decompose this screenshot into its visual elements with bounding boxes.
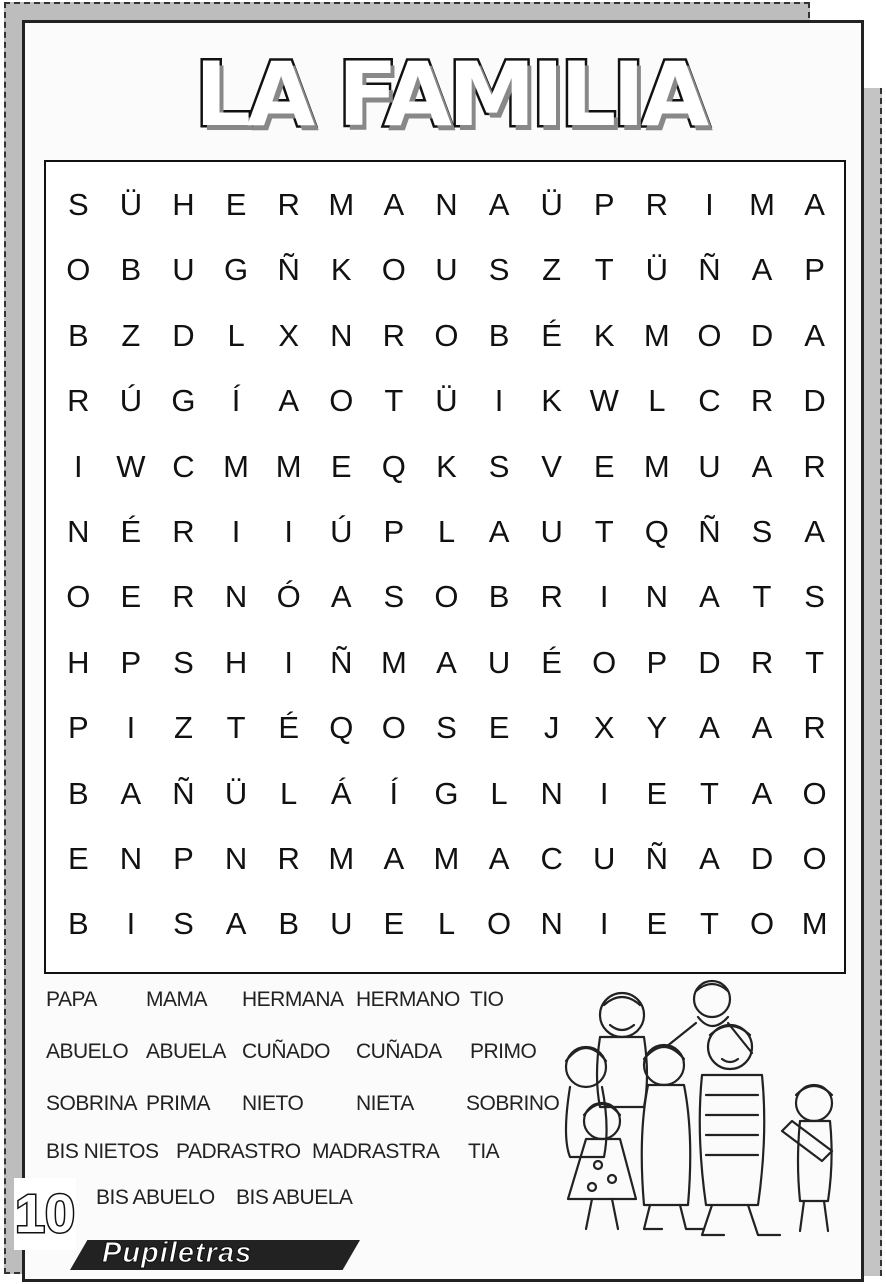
grid-letter[interactable]: U bbox=[698, 448, 721, 484]
grid-letter[interactable]: N bbox=[540, 775, 563, 811]
grid-letter[interactable]: A bbox=[488, 840, 510, 876]
grid-letter[interactable]: A bbox=[383, 187, 405, 222]
grid-letter[interactable]: A bbox=[488, 513, 510, 549]
word-list-item: NIETA bbox=[356, 1092, 414, 1115]
grid-letter[interactable]: T bbox=[384, 383, 404, 419]
grid-letter[interactable]: T bbox=[805, 644, 825, 680]
grid-letter[interactable]: K bbox=[436, 448, 457, 484]
grid-letter[interactable]: Ñ bbox=[172, 775, 195, 811]
grid-letter[interactable]: V bbox=[541, 448, 562, 484]
grid-letter[interactable]: Ñ bbox=[698, 513, 721, 549]
grid-letter[interactable]: T bbox=[594, 513, 614, 549]
grid-letter[interactable]: I bbox=[284, 644, 293, 680]
grid-letter[interactable]: G bbox=[434, 775, 459, 811]
grid-letter[interactable]: Ñ bbox=[645, 840, 669, 876]
grid-letter[interactable]: B bbox=[67, 317, 89, 353]
grid-letter[interactable]: P bbox=[67, 710, 89, 746]
grid-letter[interactable]: S bbox=[488, 448, 510, 484]
grid-letter[interactable]: R bbox=[803, 710, 826, 746]
grid-letter[interactable]: Ú bbox=[119, 383, 143, 419]
grid-letter[interactable]: I bbox=[705, 187, 714, 222]
grid-letter[interactable]: R bbox=[645, 187, 669, 222]
grid-letter[interactable]: N bbox=[540, 906, 563, 942]
grid-letter[interactable]: P bbox=[646, 644, 668, 680]
grid-letter[interactable]: K bbox=[541, 383, 562, 419]
word-list-item: HERMANO bbox=[356, 988, 460, 1011]
grid-letter[interactable]: M bbox=[801, 906, 828, 942]
grid-letter[interactable]: A bbox=[751, 775, 773, 811]
grid-letter[interactable]: O bbox=[66, 252, 91, 288]
grid-letter[interactable]: Í bbox=[389, 775, 399, 811]
grid-letter[interactable]: X bbox=[593, 710, 615, 746]
word-list-item: CUÑADA bbox=[356, 1040, 442, 1063]
grid-letter[interactable]: D bbox=[698, 644, 721, 680]
grid-letter[interactable]: E bbox=[330, 448, 352, 484]
grid-letter[interactable]: M bbox=[643, 317, 670, 353]
grid-letter[interactable]: Ñ bbox=[698, 252, 721, 288]
grid-letter[interactable]: O bbox=[802, 775, 827, 811]
grid-letter[interactable]: R bbox=[750, 644, 774, 680]
grid-letter[interactable]: E bbox=[225, 187, 247, 222]
grid-letter[interactable]: H bbox=[224, 644, 248, 680]
grid-letter[interactable]: O bbox=[592, 644, 617, 680]
grid-letter[interactable]: E bbox=[488, 710, 510, 746]
grid-letter[interactable]: A bbox=[225, 906, 247, 942]
grid-letter[interactable]: A bbox=[436, 644, 457, 680]
grid-letter[interactable]: Ü bbox=[435, 383, 458, 419]
word-list-item: MADRASTRA bbox=[312, 1140, 440, 1163]
word-list-item: ABUELO bbox=[46, 1040, 129, 1063]
grid-letter[interactable]: A bbox=[751, 448, 773, 484]
grid-letter[interactable]: B bbox=[120, 252, 142, 288]
grid-letter[interactable]: T bbox=[226, 710, 246, 746]
grid-letter[interactable]: O bbox=[381, 710, 406, 746]
grid-letter[interactable]: T bbox=[699, 775, 719, 811]
grid-letter[interactable]: Z bbox=[121, 317, 141, 353]
grid-letter[interactable]: E bbox=[120, 579, 142, 615]
grid-letter[interactable]: Q bbox=[381, 448, 406, 484]
grid-letter[interactable]: O bbox=[749, 906, 775, 942]
grid-letter[interactable]: L bbox=[227, 317, 245, 353]
word-list-item: HERMANA bbox=[242, 988, 344, 1011]
grid-letter[interactable]: L bbox=[437, 906, 456, 942]
grid-letter[interactable]: R bbox=[172, 513, 195, 549]
grid-letter[interactable]: A bbox=[330, 579, 352, 615]
grid-letter[interactable]: N bbox=[224, 840, 248, 876]
grid-letter[interactable]: C bbox=[698, 383, 721, 419]
word-list-item: NIETO bbox=[242, 1092, 304, 1115]
grid-letter[interactable]: Ó bbox=[276, 579, 301, 615]
grid-letter[interactable]: S bbox=[488, 252, 510, 288]
grid-letter[interactable]: Ü bbox=[224, 775, 248, 811]
grid-letter[interactable]: Ü bbox=[540, 187, 563, 222]
grid-letter[interactable]: U bbox=[172, 252, 195, 288]
grid-letter[interactable]: I bbox=[599, 775, 609, 811]
grid-letter[interactable]: R bbox=[803, 448, 826, 484]
grid-letter[interactable]: Ü bbox=[119, 187, 143, 222]
grid-letter[interactable]: M bbox=[223, 448, 249, 484]
grid-letter[interactable]: S bbox=[383, 579, 405, 615]
grid-letter[interactable]: D bbox=[803, 383, 826, 419]
grid-letter[interactable]: E bbox=[593, 448, 615, 484]
grid-letter[interactable]: A bbox=[804, 187, 825, 222]
grid-letter[interactable]: U bbox=[487, 644, 511, 680]
grid-letter[interactable]: L bbox=[437, 513, 456, 549]
grid-letter[interactable]: É bbox=[278, 710, 300, 746]
grid-letter[interactable]: D bbox=[750, 840, 774, 876]
grid-letter[interactable]: A bbox=[804, 317, 825, 353]
grid-letter[interactable]: C bbox=[172, 448, 195, 484]
grid-letter[interactable]: E bbox=[383, 906, 405, 942]
grid-letter[interactable]: E bbox=[646, 906, 668, 942]
grid-letter[interactable]: J bbox=[543, 710, 560, 746]
word-list-item: PRIMO bbox=[470, 1040, 537, 1063]
grid-letter[interactable]: S bbox=[804, 579, 825, 615]
grid-letter[interactable]: O bbox=[329, 383, 354, 419]
page-number: 10 bbox=[14, 1178, 76, 1250]
grid-letter[interactable]: O bbox=[486, 906, 512, 942]
grid-letter[interactable]: M bbox=[380, 644, 407, 680]
grid-letter[interactable]: Y bbox=[646, 710, 668, 746]
grid-letter[interactable]: R bbox=[277, 187, 300, 222]
grid-letter[interactable]: L bbox=[490, 775, 508, 811]
grid-letter[interactable]: B bbox=[67, 775, 89, 811]
grid-letter[interactable]: Ñ bbox=[277, 252, 300, 288]
grid-letter[interactable]: P bbox=[173, 840, 194, 876]
grid-letter[interactable]: A bbox=[751, 252, 773, 288]
grid-letter[interactable]: P bbox=[120, 644, 142, 680]
grid-letter[interactable]: Z bbox=[174, 710, 193, 746]
grid-letter[interactable]: I bbox=[284, 513, 293, 549]
grid-letter[interactable]: N bbox=[330, 317, 353, 353]
grid-letter[interactable]: R bbox=[277, 840, 300, 876]
grid-letter[interactable]: S bbox=[173, 644, 194, 680]
grid-letter[interactable]: T bbox=[699, 906, 719, 942]
grid-letter[interactable]: Q bbox=[644, 513, 669, 549]
grid-letter[interactable]: M bbox=[433, 840, 460, 876]
grid-letter[interactable]: L bbox=[280, 775, 298, 811]
grid-letter[interactable]: H bbox=[67, 644, 90, 680]
grid-letter[interactable]: É bbox=[120, 513, 142, 549]
word-list-item: PRIMA bbox=[146, 1092, 211, 1115]
word-list-item: ABUELA bbox=[146, 1040, 226, 1063]
grid-letter[interactable]: W bbox=[116, 448, 146, 484]
grid-letter[interactable]: A bbox=[699, 840, 720, 876]
grid-letter[interactable]: R bbox=[67, 383, 90, 419]
grid-letter[interactable]: N bbox=[119, 840, 143, 876]
grid-letter[interactable]: O bbox=[697, 317, 722, 353]
brand-name: Pupiletras bbox=[102, 1237, 253, 1269]
grid-letter[interactable]: M bbox=[328, 187, 355, 222]
grid-letter[interactable]: N bbox=[645, 579, 669, 615]
page-title: LA FAMILIA bbox=[194, 43, 706, 146]
grid-letter[interactable]: A bbox=[751, 710, 773, 746]
grid-letter[interactable]: O bbox=[434, 317, 459, 353]
grid-letter[interactable]: X bbox=[278, 317, 300, 353]
word-list-item: TIA bbox=[468, 1140, 500, 1163]
grid-letter[interactable]: M bbox=[275, 448, 302, 484]
word-list-item: PADRASTRO bbox=[176, 1140, 301, 1163]
grid-letter[interactable]: U bbox=[540, 513, 563, 549]
brand-banner bbox=[70, 1236, 370, 1272]
word-list-item: BIS ABUELA bbox=[236, 1186, 353, 1209]
grid-letter[interactable]: O bbox=[381, 252, 406, 288]
grid-letter[interactable]: É bbox=[541, 317, 562, 353]
grid-letter[interactable]: Q bbox=[329, 710, 354, 746]
grid-letter[interactable]: B bbox=[67, 906, 89, 942]
grid-letter[interactable]: S bbox=[67, 187, 89, 222]
grid-letter[interactable]: U bbox=[330, 906, 353, 942]
grid-letter[interactable]: P bbox=[383, 513, 405, 549]
grid-letter[interactable]: I bbox=[73, 448, 83, 484]
grid-letter[interactable]: E bbox=[646, 775, 668, 811]
word-list-item: TIO bbox=[470, 988, 504, 1011]
grid-letter[interactable]: H bbox=[172, 187, 195, 222]
grid-letter[interactable]: R bbox=[382, 317, 406, 353]
grid-letter[interactable]: B bbox=[488, 579, 510, 615]
grid-letter[interactable]: R bbox=[750, 383, 774, 419]
grid-letter[interactable]: I bbox=[599, 579, 609, 615]
grid-letter[interactable]: A bbox=[804, 513, 825, 549]
word-list-item: MAMA bbox=[146, 988, 207, 1011]
grid-letter[interactable]: U bbox=[435, 252, 458, 288]
grid-letter[interactable]: W bbox=[589, 383, 619, 419]
grid-letter[interactable]: I bbox=[494, 383, 504, 419]
grid-letter[interactable]: A bbox=[120, 775, 142, 811]
word-list bbox=[46, 988, 586, 1228]
grid-letter[interactable]: S bbox=[173, 906, 194, 942]
grid-letter[interactable]: A bbox=[278, 383, 300, 419]
grid-letter[interactable]: C bbox=[540, 840, 563, 876]
grid-letter[interactable]: D bbox=[172, 317, 195, 353]
grid-letter[interactable]: T bbox=[752, 579, 772, 615]
word-list-item: PAPA bbox=[46, 988, 97, 1011]
grid-letter[interactable]: G bbox=[224, 252, 249, 288]
grid-letter[interactable]: A bbox=[488, 187, 510, 222]
grid-letter[interactable]: I bbox=[599, 906, 609, 942]
grid-letter[interactable]: A bbox=[383, 840, 405, 876]
grid-letter[interactable]: M bbox=[328, 840, 355, 876]
word-list-item: BIS ABUELO bbox=[96, 1186, 215, 1209]
grid-letter[interactable]: P bbox=[804, 252, 825, 288]
grid-letter[interactable]: É bbox=[541, 644, 562, 680]
grid-letter[interactable]: I bbox=[231, 513, 241, 549]
grid-letter[interactable]: N bbox=[224, 579, 248, 615]
grid-letter[interactable]: G bbox=[171, 383, 196, 419]
grid-letter[interactable]: S bbox=[751, 513, 773, 549]
grid-letter[interactable]: Ñ bbox=[330, 644, 353, 680]
grid-letter[interactable]: L bbox=[648, 383, 666, 419]
grid-letter[interactable]: Z bbox=[542, 252, 562, 288]
grid-letter[interactable]: R bbox=[540, 579, 563, 615]
grid-letter[interactable]: Í bbox=[231, 383, 241, 419]
grid-letter[interactable]: U bbox=[593, 840, 616, 876]
word-search-grid bbox=[52, 172, 841, 957]
grid-letter[interactable]: P bbox=[593, 187, 615, 222]
grid-letter[interactable]: O bbox=[802, 840, 827, 876]
grid-letter[interactable]: S bbox=[436, 710, 457, 746]
grid-letter[interactable]: B bbox=[278, 906, 300, 942]
grid-letter[interactable]: M bbox=[749, 187, 775, 222]
grid-letter[interactable]: T bbox=[594, 252, 614, 288]
grid-letter[interactable]: O bbox=[434, 579, 459, 615]
family-group-illustration bbox=[552, 975, 850, 1243]
grid-letter[interactable]: B bbox=[488, 317, 510, 353]
grid-letter[interactable]: K bbox=[330, 252, 352, 288]
grid-letter[interactable]: Ú bbox=[330, 513, 353, 549]
grid-letter[interactable]: K bbox=[593, 317, 615, 353]
word-list-item: SOBRINA bbox=[46, 1092, 138, 1115]
grid-letter[interactable]: M bbox=[643, 448, 670, 484]
grid-letter[interactable]: N bbox=[435, 187, 458, 222]
grid-letter[interactable]: A bbox=[699, 579, 720, 615]
grid-letter[interactable]: R bbox=[172, 579, 195, 615]
word-list-item: SOBRINO bbox=[466, 1092, 560, 1115]
grid-letter[interactable]: Ü bbox=[645, 252, 669, 288]
grid-letter[interactable]: O bbox=[66, 579, 91, 615]
grid-letter[interactable]: N bbox=[67, 513, 90, 549]
grid-letter[interactable]: Á bbox=[330, 775, 352, 811]
grid-letter[interactable]: D bbox=[750, 317, 774, 353]
grid-letter[interactable]: I bbox=[126, 906, 136, 942]
grid-letter[interactable]: A bbox=[699, 710, 720, 746]
grid-letter[interactable]: I bbox=[126, 710, 136, 746]
grid-letter[interactable]: E bbox=[67, 840, 89, 876]
word-list-item: BIS NIETOS bbox=[46, 1140, 159, 1163]
word-list-item: CUÑADO bbox=[242, 1040, 331, 1063]
